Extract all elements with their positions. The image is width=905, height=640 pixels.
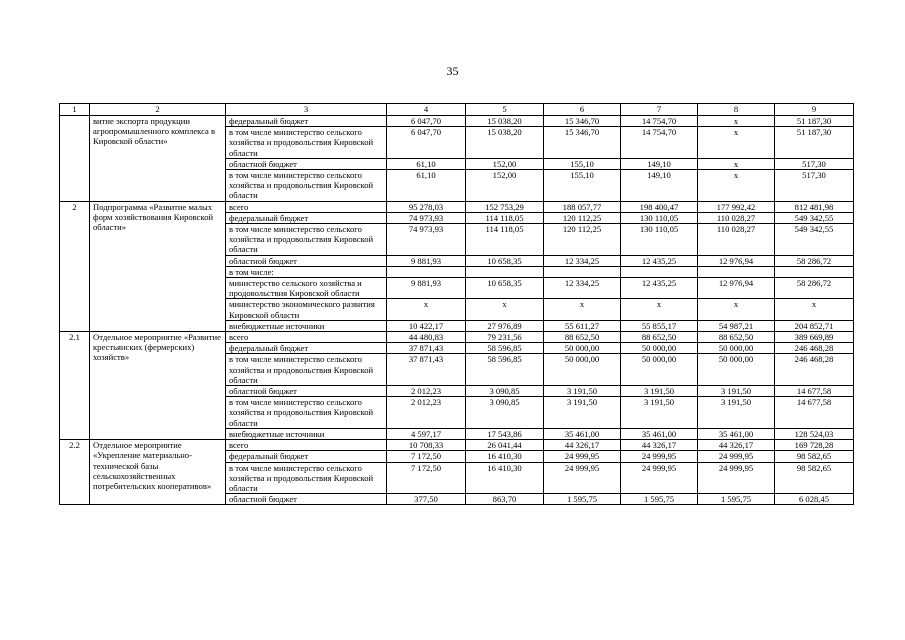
value-cell: x (775, 299, 854, 320)
value-cell: 6 047,70 (387, 127, 466, 159)
value-cell: 152,00 (466, 170, 544, 202)
value-cell: 55 855,17 (621, 320, 698, 331)
funding-source: областной бюджет (226, 255, 387, 266)
value-cell (544, 266, 621, 277)
funding-source: областной бюджет (226, 386, 387, 397)
value-cell: 24 999,95 (544, 451, 621, 462)
table-row (60, 116, 854, 127)
value-cell: 16 410,30 (466, 451, 544, 462)
funding-source: федеральный бюджет (226, 116, 387, 127)
value-cell: 14 754,70 (621, 127, 698, 159)
value-cell: 3 191,50 (698, 397, 775, 429)
value-cell: x (698, 127, 775, 159)
item-number: 2.2 (60, 440, 90, 505)
value-cell: 204 852,71 (775, 320, 854, 331)
value-cell: 155,10 (544, 158, 621, 169)
value-cell: 44 326,17 (698, 440, 775, 451)
item-name: витие экспорта продукции агропромышленного комплекса в Кировской области» (90, 116, 226, 202)
table-row (60, 332, 854, 343)
funding-source: в том числе министерство сельского хозяйства и продовольствия Кировской области (226, 224, 387, 256)
value-cell: 88 652,50 (621, 332, 698, 343)
value-cell (621, 266, 698, 277)
value-cell: 15 346,70 (544, 127, 621, 159)
value-cell: 1 595,75 (544, 494, 621, 505)
value-cell: 6 047,70 (387, 116, 466, 127)
value-cell: 12 976,94 (698, 278, 775, 299)
value-cell: 15 038,20 (466, 127, 544, 159)
funding-source: областной бюджет (226, 494, 387, 505)
value-cell: 169 728,28 (775, 440, 854, 451)
value-cell: 120 112,25 (544, 212, 621, 223)
item-name: Отдельное мероприятие «Развитие крестьянских (фермерских) хозяйств» (90, 332, 226, 440)
value-cell (387, 266, 466, 277)
value-cell: 14 677,58 (775, 397, 854, 429)
value-cell: 35 461,00 (621, 428, 698, 439)
value-cell: 6 028,45 (775, 494, 854, 505)
value-cell: 58 596,85 (466, 354, 544, 386)
value-cell: 79 231,56 (466, 332, 544, 343)
value-cell: 12 435,25 (621, 255, 698, 266)
funding-source: федеральный бюджет (226, 212, 387, 223)
value-cell: x (621, 299, 698, 320)
value-cell: 130 110,05 (621, 212, 698, 223)
value-cell: 120 112,25 (544, 224, 621, 256)
funding-source: в том числе министерство сельского хозяйства и продовольствия Кировской области (226, 127, 387, 159)
value-cell: 24 999,95 (698, 451, 775, 462)
value-cell: 114 118,05 (466, 224, 544, 256)
value-cell: 15 346,70 (544, 116, 621, 127)
value-cell: 863,70 (466, 494, 544, 505)
value-cell: 50 000,00 (621, 343, 698, 354)
value-cell: 50 000,00 (621, 354, 698, 386)
value-cell: 3 191,50 (698, 386, 775, 397)
value-cell: 44 480,83 (387, 332, 466, 343)
value-cell: 3 191,50 (621, 397, 698, 429)
value-cell: 61,10 (387, 170, 466, 202)
value-cell: 110 028,27 (698, 224, 775, 256)
value-cell: 389 669,89 (775, 332, 854, 343)
value-cell: 188 057,77 (544, 201, 621, 212)
value-cell: 98 582,65 (775, 462, 854, 494)
value-cell: 12 334,25 (544, 255, 621, 266)
value-cell: 14 677,58 (775, 386, 854, 397)
value-cell (466, 266, 544, 277)
value-cell: 128 524,03 (775, 428, 854, 439)
value-cell: 812 481,98 (775, 201, 854, 212)
header-cell: 1 (60, 104, 90, 116)
header-cell: 8 (698, 104, 775, 116)
value-cell: 149,10 (621, 170, 698, 202)
value-cell: 3 191,50 (621, 386, 698, 397)
value-cell: 88 652,50 (698, 332, 775, 343)
item-number: 2 (60, 201, 90, 331)
value-cell: 377,50 (387, 494, 466, 505)
funding-source: министерство сельского хозяйства и продовольствия Кировской области (226, 278, 387, 299)
value-cell: 10 422,17 (387, 320, 466, 331)
value-cell: 10 658,35 (466, 255, 544, 266)
table-body (60, 104, 854, 505)
funding-source: в том числе министерство сельского хозяйства и продовольствия Кировской области (226, 462, 387, 494)
funding-source: в том числе министерство сельского хозяйства и продовольствия Кировской области (226, 397, 387, 429)
value-cell: 58 286,72 (775, 278, 854, 299)
value-cell: 549 342,55 (775, 224, 854, 256)
value-cell: 24 999,95 (621, 451, 698, 462)
funding-source: в том числе: (226, 266, 387, 277)
item-number: 2.1 (60, 332, 90, 440)
value-cell: 27 976,89 (466, 320, 544, 331)
value-cell: 3 191,50 (544, 386, 621, 397)
value-cell: 3 090,85 (466, 386, 544, 397)
value-cell: 54 987,21 (698, 320, 775, 331)
value-cell: 50 000,00 (698, 354, 775, 386)
value-cell: 58 286,72 (775, 255, 854, 266)
value-cell: 12 435,25 (621, 278, 698, 299)
value-cell: 149,10 (621, 158, 698, 169)
value-cell: 9 881,93 (387, 255, 466, 266)
value-cell: 24 999,95 (621, 462, 698, 494)
value-cell: 10 708,33 (387, 440, 466, 451)
value-cell: 44 326,17 (621, 440, 698, 451)
value-cell: 16 410,30 (466, 462, 544, 494)
funding-source: всего (226, 332, 387, 343)
value-cell: 7 172,50 (387, 462, 466, 494)
value-cell: 152,00 (466, 158, 544, 169)
value-cell: 246 468,28 (775, 354, 854, 386)
value-cell: 549 342,55 (775, 212, 854, 223)
value-cell: 517,30 (775, 170, 854, 202)
funding-source: всего (226, 201, 387, 212)
funding-source: областной бюджет (226, 158, 387, 169)
funding-source: всего (226, 440, 387, 451)
value-cell: 9 881,93 (387, 278, 466, 299)
value-cell: 517,30 (775, 158, 854, 169)
value-cell: x (466, 299, 544, 320)
table-row (60, 440, 854, 451)
value-cell: 74 973,93 (387, 224, 466, 256)
header-cell: 9 (775, 104, 854, 116)
funding-source: федеральный бюджет (226, 451, 387, 462)
value-cell: 61,10 (387, 158, 466, 169)
funding-source: внебюджетные источники (226, 428, 387, 439)
header-cell: 2 (90, 104, 226, 116)
value-cell: 24 999,95 (544, 462, 621, 494)
value-cell: 35 461,00 (698, 428, 775, 439)
funding-source: внебюджетные источники (226, 320, 387, 331)
value-cell: 58 596,85 (466, 343, 544, 354)
value-cell: 3 191,50 (544, 397, 621, 429)
value-cell: 130 110,05 (621, 224, 698, 256)
item-name: Отдельное мероприятие «Укрепление материально-технической базы сельскохозяйственных потребительских кооперативов» (90, 440, 226, 505)
table-row (60, 201, 854, 212)
value-cell: 155,10 (544, 170, 621, 202)
value-cell: 110 028,27 (698, 212, 775, 223)
value-cell: 17 543,86 (466, 428, 544, 439)
value-cell: 50 000,00 (544, 343, 621, 354)
value-cell: 24 999,95 (698, 462, 775, 494)
item-number (60, 116, 90, 202)
value-cell: 198 400,47 (621, 201, 698, 212)
value-cell: 1 595,75 (698, 494, 775, 505)
value-cell (775, 266, 854, 277)
value-cell: 4 597,17 (387, 428, 466, 439)
value-cell: 88 652,50 (544, 332, 621, 343)
item-name: Подпрограмма «Развитие малых форм хозяйствования Кировской области» (90, 201, 226, 331)
value-cell: 2 012,23 (387, 386, 466, 397)
funding-source: федеральный бюджет (226, 343, 387, 354)
value-cell: 114 118,05 (466, 212, 544, 223)
header-cell: 4 (387, 104, 466, 116)
value-cell (698, 266, 775, 277)
value-cell: 26 041,44 (466, 440, 544, 451)
value-cell: 51 187,30 (775, 116, 854, 127)
header-cell: 6 (544, 104, 621, 116)
budget-table (59, 103, 854, 505)
value-cell: 7 172,50 (387, 451, 466, 462)
value-cell: x (698, 116, 775, 127)
header-cell: 7 (621, 104, 698, 116)
header-cell: 5 (466, 104, 544, 116)
value-cell: 37 871,43 (387, 343, 466, 354)
value-cell: 12 976,94 (698, 255, 775, 266)
value-cell: 177 992,42 (698, 201, 775, 212)
value-cell: 51 187,30 (775, 127, 854, 159)
funding-source: в том числе министерство сельского хозяйства и продовольствия Кировской области (226, 170, 387, 202)
value-cell: x (698, 170, 775, 202)
value-cell: x (698, 158, 775, 169)
value-cell: x (387, 299, 466, 320)
value-cell: 152 753,29 (466, 201, 544, 212)
value-cell: 15 038,20 (466, 116, 544, 127)
page-number: 35 (446, 64, 459, 78)
value-cell: 98 582,65 (775, 451, 854, 462)
value-cell: 37 871,43 (387, 354, 466, 386)
value-cell: 95 278,03 (387, 201, 466, 212)
value-cell: 74 973,93 (387, 212, 466, 223)
value-cell: 1 595,75 (621, 494, 698, 505)
header-row (60, 104, 854, 116)
value-cell: 3 090,85 (466, 397, 544, 429)
value-cell: 2 012,23 (387, 397, 466, 429)
funding-source: министерство экономического развития Кировской области (226, 299, 387, 320)
value-cell: 14 754,70 (621, 116, 698, 127)
value-cell: 35 461,00 (544, 428, 621, 439)
value-cell: x (698, 299, 775, 320)
value-cell: 50 000,00 (544, 354, 621, 386)
header-cell: 3 (226, 104, 387, 116)
value-cell: 50 000,00 (698, 343, 775, 354)
value-cell: 44 326,17 (544, 440, 621, 451)
funding-source: в том числе министерство сельского хозяйства и продовольствия Кировской области (226, 354, 387, 386)
value-cell: 10 658,35 (466, 278, 544, 299)
value-cell: 246 468,28 (775, 343, 854, 354)
value-cell: 55 611,27 (544, 320, 621, 331)
value-cell: 12 334,25 (544, 278, 621, 299)
value-cell: x (544, 299, 621, 320)
